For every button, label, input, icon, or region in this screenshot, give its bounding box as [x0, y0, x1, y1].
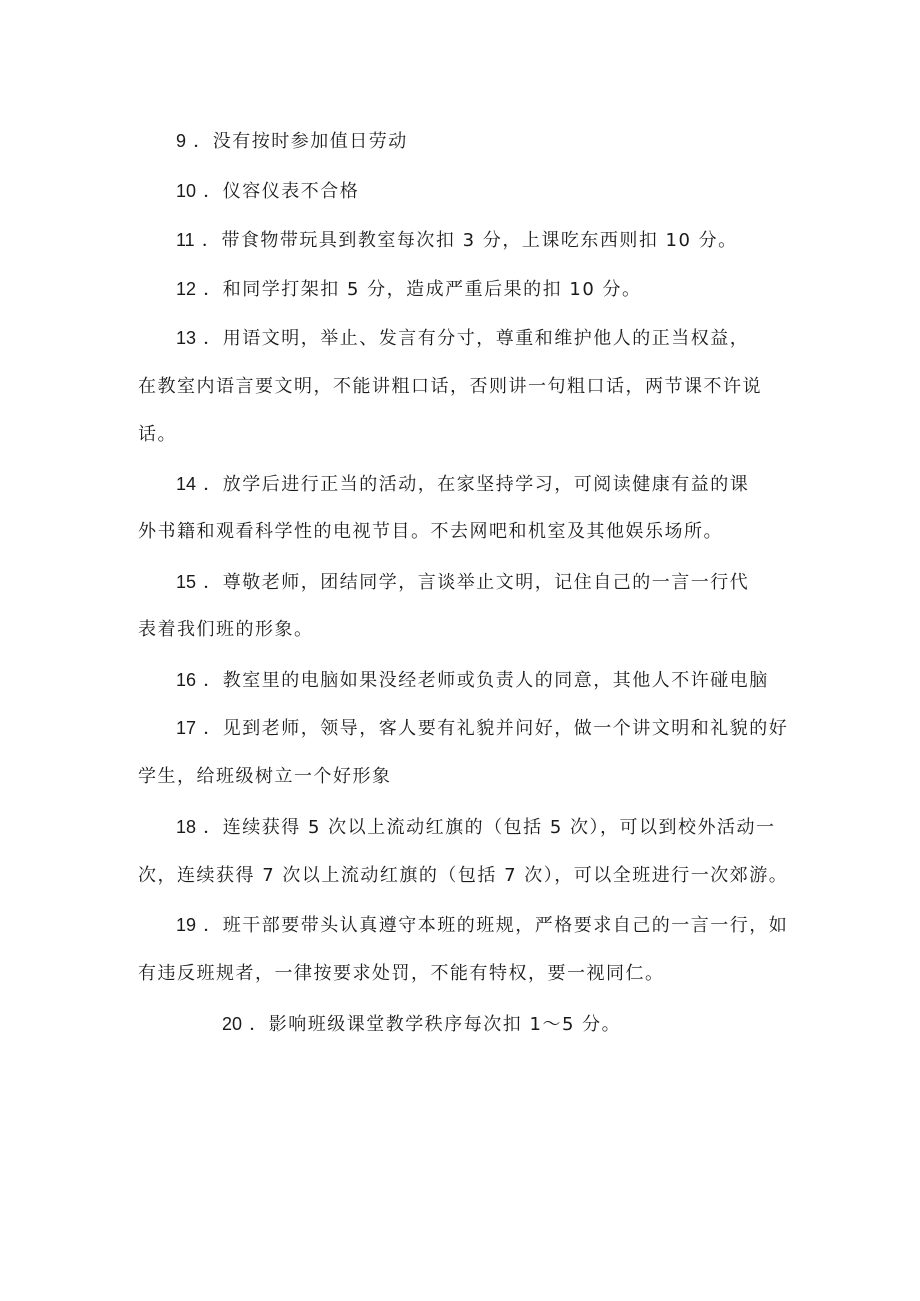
item-text: ．尊敬老师，团结同学，言谈举止文明，记住自己的一言一行代	[203, 572, 750, 593]
item-number: 13	[176, 328, 197, 348]
item-19-continuation: 有违反班规者，一律按要求处罚，不能有特权，要一视同仁。	[138, 963, 665, 984]
item-number: 15	[176, 572, 197, 592]
item-number: 16	[176, 670, 197, 690]
item-text: ．和同学打架扣 5 分，造成严重后果的扣 10 分。	[203, 279, 642, 300]
list-item-15	[176, 570, 749, 595]
item-17-continuation: 学生，给班级树立一个好形象	[138, 766, 392, 787]
list-item-17	[176, 716, 788, 741]
item-text: ．用语文明，举止、发言有分寸，尊重和维护他人的正当权益，	[203, 328, 750, 349]
item-number: 14	[176, 474, 197, 494]
item-text: ．带食物带玩具到教室每次扣 3 分，上课吃东西则扣 10 分。	[201, 230, 738, 251]
item-text: ．没有按时参加值日劳动	[193, 131, 408, 152]
list-item-12	[176, 277, 642, 302]
item-text: ．教室里的电脑如果没经老师或负责人的同意，其他人不许碰电脑	[203, 670, 769, 691]
item-13-continuation: 话。	[138, 424, 177, 445]
list-item-19	[176, 913, 788, 938]
item-number: 11	[176, 230, 195, 250]
item-text: ．仪容仪表不合格	[203, 181, 360, 202]
item-text: ．见到老师，领导，客人要有礼貌并问好，做一个讲文明和礼貌的好	[203, 718, 789, 739]
list-item-20	[222, 1012, 621, 1037]
item-text: ．连续获得 5 次以上流动红旗的（包括 5 次），可以到校外活动一	[203, 817, 776, 838]
list-item-14	[176, 472, 749, 497]
list-item-16	[176, 668, 769, 693]
item-number: 12	[176, 279, 197, 299]
list-item-11	[176, 228, 738, 253]
item-14-continuation: 外书籍和观看科学性的电视节目。不去网吧和机室及其他娱乐场所。	[138, 521, 723, 542]
item-18-continuation: 次，连续获得 7 次以上流动红旗的（包括 7 次），可以全班进行一次郊游。	[138, 865, 789, 886]
item-text: ．班干部要带头认真遵守本班的班规，严格要求自己的一言一行，如	[203, 915, 789, 936]
item-number: 20	[222, 1014, 243, 1034]
item-text: ．影响班级课堂教学秩序每次扣 1～5 分。	[249, 1014, 622, 1035]
item-number: 10	[176, 181, 197, 201]
item-15-continuation: 表着我们班的形象。	[138, 619, 314, 640]
item-text: ．放学后进行正当的活动，在家坚持学习，可阅读健康有益的课	[203, 474, 750, 495]
list-item-10	[176, 179, 359, 204]
item-number: 17	[176, 718, 197, 738]
list-item-18	[176, 815, 776, 840]
list-item-9	[176, 129, 408, 154]
item-number: 19	[176, 915, 197, 935]
item-number: 18	[176, 817, 197, 837]
item-13-continuation: 在教室内语言要文明，不能讲粗口话，否则讲一句粗口话，两节课不许说	[138, 376, 762, 397]
list-item-13	[176, 326, 749, 351]
item-number: 9	[176, 131, 187, 151]
